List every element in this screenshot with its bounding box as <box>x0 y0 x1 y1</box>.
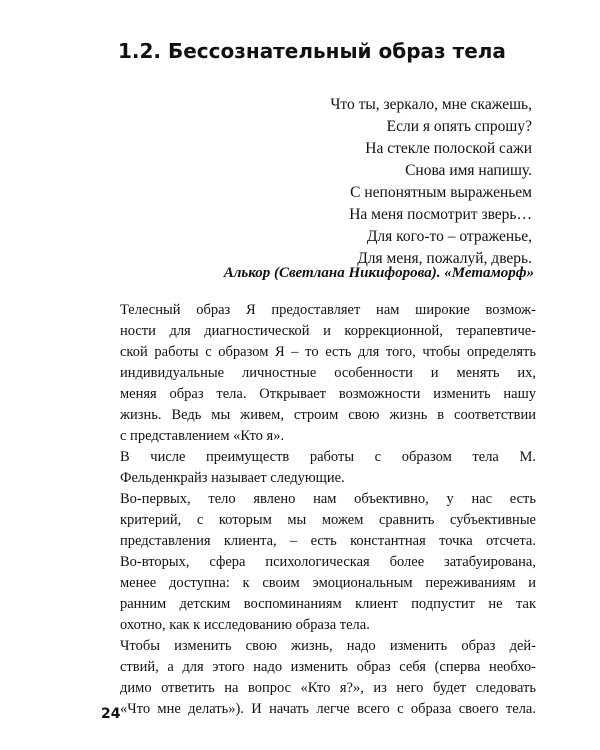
text-line: меняя образ тела. Открывает возможности изменить нашу <box>120 386 536 402</box>
text-line: димо ответить на вопрос «Кто я?», из него будет следовать <box>120 680 536 696</box>
text-line: ствий, а для этого надо изменить образ себя (сперва необхо- <box>120 659 536 675</box>
paragraph-3 <box>96 489 536 636</box>
body-text <box>96 300 536 720</box>
text-line: Во-первых, тело явлено нам объективно, у нас есть <box>120 491 536 507</box>
text-line: Фельденкрайз называет следующие. <box>120 470 345 486</box>
text-line: с представлением «Кто я». <box>120 428 285 444</box>
text-line: охотно, как к исследованию образа тела. <box>120 617 370 633</box>
poem-line: Что ты, зеркало, мне скажешь, <box>330 96 532 113</box>
text-line: ности для диагностической и коррекционной, терапевтиче- <box>120 323 536 339</box>
paragraph-2 <box>96 447 536 489</box>
poem-line: На стекле полоской сажи <box>365 140 532 157</box>
text-line: Телесный образ Я предоставляет нам широкие возмож- <box>120 302 536 318</box>
paragraph-4 <box>96 636 536 720</box>
text-line: представления клиента, – есть константная точка отсчета. <box>120 533 536 549</box>
poem-line: Снова имя напишу. <box>405 162 532 179</box>
text-line: индивидуальные личностные особенности и менять их, <box>120 365 536 381</box>
epigraph-poem <box>270 94 532 270</box>
text-line: ранним детским воспоминаниям клиент подпустит не так <box>120 596 536 612</box>
poem-line: Если я опять спрошу? <box>386 118 532 135</box>
text-line: Во-вторых, сфера психологическая более затабуирована, <box>120 554 536 570</box>
text-line: «Что мне делать»). И начать легче всего с образа своего тела. <box>120 701 536 717</box>
poem-line: На меня посмотрит зверь… <box>349 206 532 223</box>
text-line: критерий, с которым мы можем сравнить субъективные <box>120 512 536 528</box>
chapter-title: 1.2. Бессознательный образ тела <box>118 39 506 63</box>
poem-line: Для кого-то – отраженье, <box>366 228 532 245</box>
page-number: 24 <box>101 706 121 722</box>
epigraph-attribution: Алькор (Светлана Никифорова). «Метаморф» <box>223 265 534 281</box>
text-line: Чтобы изменить свою жизнь, надо изменить образ дей- <box>120 638 536 654</box>
text-line: жизнь. Ведь мы живем, строим свою жизнь в соответствии <box>120 407 536 423</box>
text-line: менее доступна: к своим эмоциональным переживаниям и <box>120 575 536 591</box>
poem-line: С непонятным выраженьем <box>350 184 532 201</box>
paragraph-1 <box>96 300 536 447</box>
poem-line: Для меня, пожалуй, дверь. <box>357 250 532 267</box>
text-line: В числе преимуществ работы с образом тела М. <box>120 449 536 465</box>
text-line: ской работы с образом Я – то есть для того, чтобы определять <box>120 344 536 360</box>
